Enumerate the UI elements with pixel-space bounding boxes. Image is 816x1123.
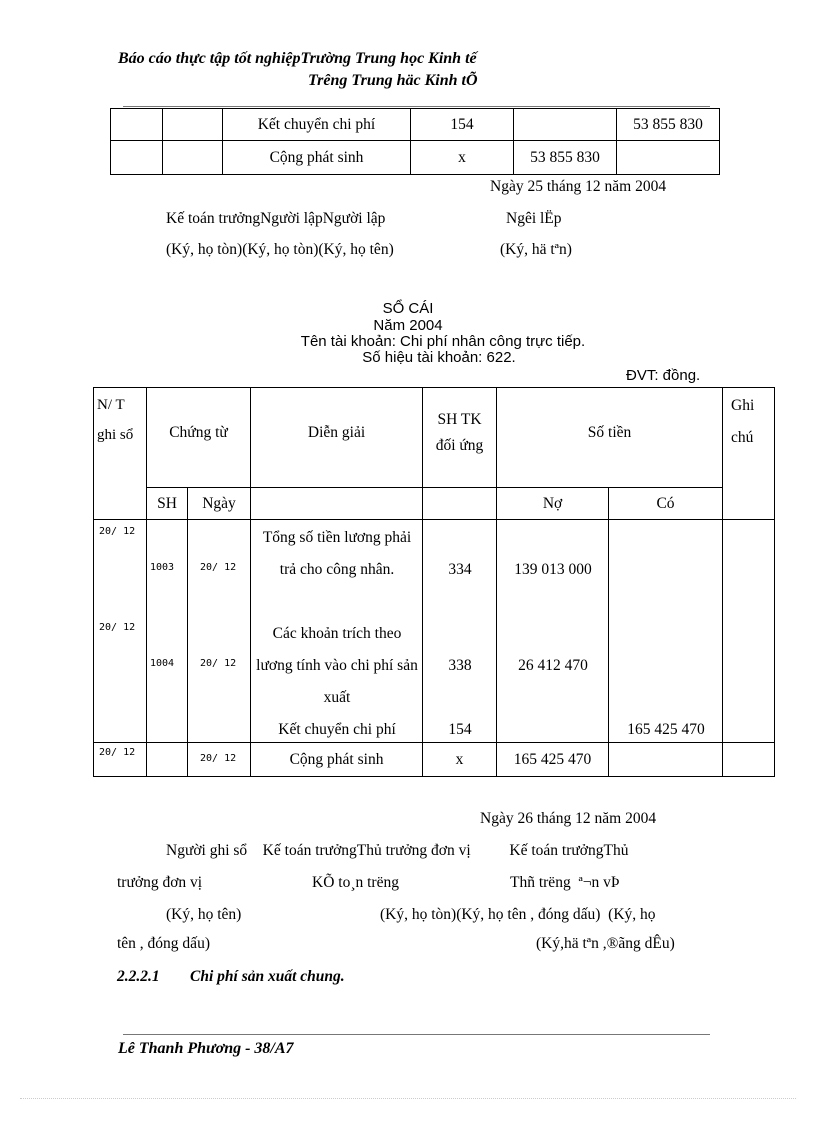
page-edge	[20, 1098, 796, 1099]
signoff-date: Ngày 25 tháng 12 năm 2004	[490, 178, 667, 195]
entry-date: 20/ 12	[99, 526, 136, 537]
entry-description: Các khoản trích theo lương tính vào chi phí sản xuất	[256, 625, 418, 706]
voucher-date: 20/ 12	[200, 658, 237, 669]
desc-cell: Cộng phát sinh	[223, 141, 411, 175]
account-cell: 154	[411, 109, 514, 141]
voucher-number: 1003	[150, 562, 175, 573]
signoff2-sign-cont: tên , đóng dấu)	[117, 935, 210, 952]
entry-credit: 165 425 470	[627, 721, 705, 738]
total-date: 20/ 12	[200, 753, 237, 764]
report-header-garbled: Trêng Trung häc Kinh tÕ	[308, 72, 478, 89]
report-header: Báo cáo thực tập tốt nghiệpTrường Trung học Kinh tế	[118, 50, 477, 67]
entry-account: 338	[448, 657, 472, 674]
entry-account: 334	[448, 561, 472, 578]
header-desc: Diễn giải	[251, 388, 423, 488]
header-amount: Số tiền	[497, 388, 723, 488]
entry-debit: 139 013 000	[514, 561, 592, 578]
desc-cell: Kết chuyển chi phí	[223, 109, 411, 141]
header-voucher: Chứng từ	[147, 388, 251, 488]
debit-cell	[514, 109, 617, 141]
signoff2-sign-2: (Ký, họ tòn)(Ký, họ tên , đóng dấu) (Ký, họ	[380, 906, 656, 923]
account-cell: x	[411, 141, 514, 175]
entry-debit: 26 412 470	[518, 657, 588, 674]
header-date: Ngày	[188, 488, 251, 520]
top-ledger-table	[110, 108, 720, 175]
signoff-signs: (Ký, họ tòn)(Ký, họ tòn)(Ký, họ tên)	[166, 241, 394, 258]
ledger-title: SỔ CÁI	[382, 300, 434, 317]
header-row	[94, 388, 775, 488]
subheader-row	[94, 488, 775, 520]
header-rule	[123, 106, 710, 107]
section-title: Chi phí sản xuất chung.	[190, 968, 345, 985]
entry-date: 20/ 12	[99, 622, 136, 633]
account-number: Số hiệu tài khoản: 622.	[362, 349, 516, 366]
signoff-signs-garbled: (Ký, hä tªn)	[500, 241, 572, 258]
footer-author: Lê Thanh Phương - 38/A7	[118, 1040, 294, 1057]
total-credit	[609, 743, 723, 777]
signoff-titles: Kế toán trưởngNgười lậpNgười lập	[166, 210, 386, 227]
signoff2-title-cont: trưởng đơn vị	[117, 874, 203, 891]
footer-rule	[123, 1034, 710, 1035]
total-nt: 20/ 12	[99, 747, 136, 758]
total-description: Cộng phát sinh	[251, 743, 423, 777]
signoff2-titles: Người ghi sổ Kế toán trưởngThủ trưởng đơn vị Kế toán trưởngThủ	[166, 842, 629, 859]
header-debit: Nợ	[497, 488, 609, 520]
credit-cell	[617, 141, 720, 175]
signoff-titles-garbled: Ngêi lËp	[506, 210, 562, 227]
voucher-date: 20/ 12	[200, 562, 237, 573]
voucher-number: 1004	[150, 658, 175, 669]
entry-description: Kết chuyển chi phí	[278, 721, 396, 738]
total-account: x	[423, 743, 497, 777]
total-row	[94, 743, 775, 777]
ledger-table	[93, 387, 775, 777]
signoff2-sign-1: (Ký, họ tên)	[166, 906, 242, 923]
credit-cell: 53 855 830	[617, 109, 720, 141]
header-credit: Có	[609, 488, 723, 520]
header-nt: N/ T ghi sổ	[94, 388, 147, 520]
ledger-year: Năm 2004	[373, 317, 443, 334]
account-name: Tên tài khoản: Chi phí nhân công trực tiếp.	[300, 333, 586, 350]
header-shtk: SH TK đối ứng	[423, 388, 497, 488]
header-sh: SH	[147, 488, 188, 520]
table-row	[94, 520, 775, 743]
entry-description: Tổng số tiền lương phải trả cho công nhân.	[262, 529, 412, 578]
signoff2-sign-garbled: (Ký,hä tªn ,®ãng dÊu)	[536, 935, 675, 952]
section-number: 2.2.2.1	[117, 968, 160, 985]
table-row	[111, 109, 720, 141]
unit-label: ĐVT: đồng.	[626, 367, 701, 384]
entry-account: 154	[448, 721, 472, 738]
signoff2-title-garbled-2: Thñ trëng ª¬n vÞ	[510, 874, 620, 891]
table-row	[111, 141, 720, 175]
signoff2-date: Ngày 26 tháng 12 năm 2004	[480, 810, 657, 827]
total-debit: 165 425 470	[497, 743, 609, 777]
header-note: Ghi chú	[723, 388, 775, 520]
signoff2-title-garbled: KÕ to¸n trëng	[312, 874, 399, 891]
debit-cell: 53 855 830	[514, 141, 617, 175]
